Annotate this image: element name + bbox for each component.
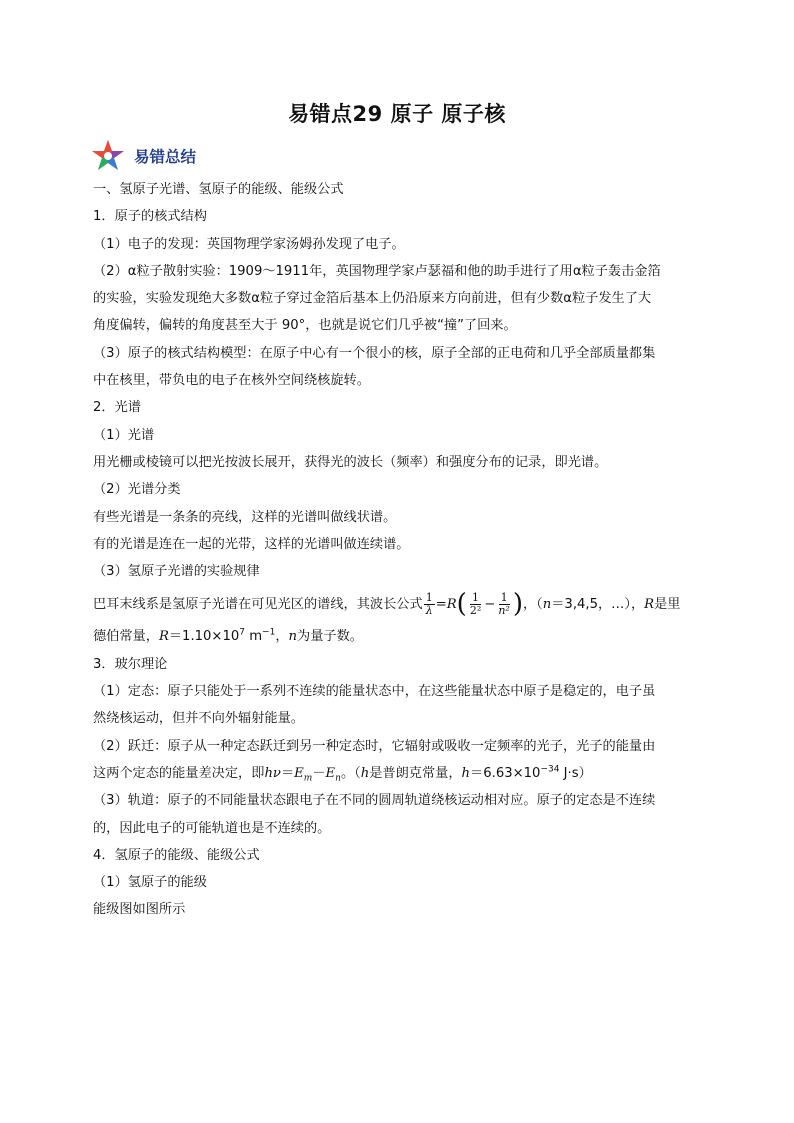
section-1-title: 1．原子的核式结构 bbox=[93, 209, 207, 225]
paragraph: （1）定态：原子只能处于一系列不连续的能量状态中，在这些能量状态中原子是稳定的，电子虽 bbox=[93, 684, 656, 700]
var-r: R bbox=[644, 596, 655, 612]
paragraph: （2）α粒子散射实验：1909～1911年，英国物理学家卢瑟福和他的助手进行了用α粒子轰击金箔 bbox=[93, 263, 661, 279]
paragraph: 的实验，实验发现绝大多数α粒子穿过金箔后基本上仍沿原来方向前进，但有少数α粒子发生了大 bbox=[93, 291, 652, 307]
exponent: 7 bbox=[239, 628, 245, 639]
paragraph: 用光栅或棱镜可以把光按波长展开，获得光的波长（频率）和强度分布的记录，即光谱。 bbox=[93, 454, 608, 470]
formula-text: 是里 bbox=[654, 596, 681, 612]
paragraph bbox=[93, 760, 705, 787]
paren-left: ( bbox=[456, 589, 467, 620]
subheading: （2）光谱分类 bbox=[93, 482, 181, 498]
var-e: E bbox=[294, 765, 304, 781]
text: ＝6.63×10 bbox=[470, 765, 541, 781]
subheading: （1）氢原子的能级 bbox=[93, 875, 207, 891]
text: ＝ bbox=[280, 765, 295, 781]
paragraph: 然绕核运动，但并不向外辐射能量。 bbox=[93, 711, 304, 727]
text: ， bbox=[275, 629, 289, 645]
section-label: 易错总结 bbox=[134, 148, 197, 166]
exponent: −1 bbox=[262, 628, 276, 639]
numerator: 1 bbox=[500, 590, 508, 604]
formula-text: ＝3,4,5，…）， bbox=[551, 596, 645, 612]
denominator: n² bbox=[498, 603, 510, 617]
paragraph: （3）原子的核式结构模型：在原子中心有一个很小的核，原子全部的正电荷和几乎全部质量都集 bbox=[93, 345, 656, 361]
fraction-1-over-lambda bbox=[424, 592, 435, 617]
subscript: n bbox=[335, 773, 341, 784]
paragraph: 有些光谱是一条条的亮线，这样的光谱叫做线状谱。 bbox=[93, 509, 397, 525]
text: 这两个定态的能量差决定，即 bbox=[93, 765, 265, 781]
section-2-title: 2．光谱 bbox=[93, 400, 141, 416]
section-4-title: 4．氢原子的能级、能级公式 bbox=[93, 847, 260, 863]
var-e: E bbox=[325, 765, 336, 781]
paragraph: （3）轨道：原子的不同能量状态跟电子在不同的圆周轨道绕核运动相对应。原子的定态是不连续 bbox=[93, 793, 656, 809]
paragraph: 有的光谱是连在一起的光带，这样的光谱叫做连续谱。 bbox=[93, 536, 410, 552]
subheading: （1）光谱 bbox=[93, 427, 155, 443]
text: 为量子数。 bbox=[297, 629, 363, 645]
paragraph bbox=[93, 623, 705, 650]
numerator: 1 bbox=[472, 590, 480, 604]
exponent: −34 bbox=[540, 764, 560, 775]
section-header bbox=[90, 136, 196, 176]
var-r: R bbox=[158, 629, 169, 645]
fraction-1-over-nsq bbox=[496, 592, 512, 617]
document-title: 易错点29 原子 原子核 bbox=[288, 102, 506, 126]
document-body bbox=[93, 176, 705, 924]
formula-equals-r: =R bbox=[435, 596, 457, 612]
heading-1: 一、氢原子光谱、氢原子的能级、能级公式 bbox=[93, 182, 344, 197]
balmer-formula-line bbox=[93, 585, 705, 623]
text: ＝1.10×10 bbox=[168, 629, 240, 645]
var-h: h bbox=[461, 765, 471, 781]
paragraph: 能级图如图所示 bbox=[93, 902, 186, 918]
fraction-1-over-2sq bbox=[468, 592, 483, 617]
formula-prefix: 巴耳末线系是氢原子光谱在可见光区的谱线，其波长公式 bbox=[93, 596, 423, 612]
var-n: n bbox=[542, 596, 552, 612]
numerator: 1 bbox=[425, 590, 433, 604]
var-n: n bbox=[288, 629, 298, 645]
text: m bbox=[245, 629, 263, 645]
paragraph: 角度偏转，偏转的角度甚至大于 90°，也就是说它们几乎被“撞”了回来。 bbox=[93, 318, 517, 334]
var-h: h bbox=[360, 765, 370, 781]
text: － bbox=[312, 765, 326, 781]
text: 。（ bbox=[340, 765, 361, 781]
denominator: 2² bbox=[469, 603, 482, 617]
paren-right: ) bbox=[512, 589, 523, 620]
var-hv: hν bbox=[264, 765, 281, 781]
text: J·s） bbox=[559, 765, 592, 781]
subscript: m bbox=[303, 773, 313, 784]
star-icon bbox=[90, 138, 126, 174]
formula-text: ，（ bbox=[522, 596, 543, 612]
minus-sign: − bbox=[484, 596, 496, 612]
text: 德伯常量， bbox=[93, 629, 159, 645]
paragraph: 的，因此电子的可能轨道也是不连续的。 bbox=[93, 820, 331, 836]
denominator: λ bbox=[425, 603, 433, 617]
section-3-title: 3．玻尔理论 bbox=[93, 656, 168, 672]
text: 是普朗克常量， bbox=[369, 765, 462, 781]
paragraph: 中在核里，带负电的电子在核外空间绕核旋转。 bbox=[93, 373, 370, 389]
subheading: （3）氢原子光谱的实验规律 bbox=[93, 564, 260, 580]
paragraph: （1）电子的发现：英国物理学家汤姆孙发现了电子。 bbox=[93, 236, 405, 252]
paragraph: （2）跃迁：原子从一种定态跃迁到另一种定态时，它辐射或吸收一定频率的光子，光子的能量由 bbox=[93, 738, 656, 754]
